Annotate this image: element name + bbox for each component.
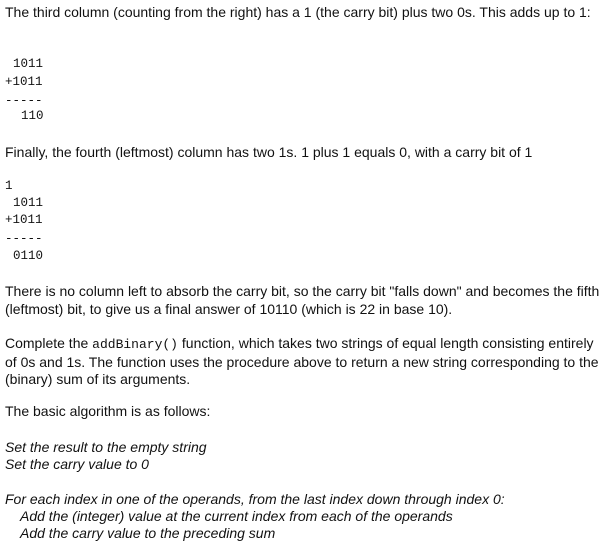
example1-divider: ----- [5, 94, 43, 108]
paragraph-algorithm-intro: The basic algorithm is as follows: [5, 403, 211, 419]
algorithm-step-2: Set the carry value to 0 [5, 456, 149, 472]
algorithm-step-1: Set the result to the empty string [5, 439, 207, 455]
example1-operand-2: +1011 [5, 75, 43, 89]
example2-operand-2: +1011 [5, 213, 43, 227]
example1-result: 110 [21, 109, 44, 123]
example2-result: 0110 [13, 249, 44, 263]
algorithm-step-4: Add the (integer) value at the current index from each of the operands [20, 508, 453, 524]
function-name-code: addBinary() [92, 337, 178, 352]
example1-operand-1: 1011 [13, 57, 44, 71]
example2-carry: 1 [5, 179, 13, 193]
algorithm-step-5: Add the carry value to the preceding sum [20, 525, 276, 541]
paragraph-third-column: The third column (counting from the right) has a 1 (the carry bit) plus two 0s. This adds up to 1: [5, 4, 591, 20]
paragraph-complete-function [5, 335, 603, 389]
example2-divider: ----- [5, 232, 43, 246]
paragraph-fourth-column: Finally, the fourth (leftmost) column has two 1s. 1 plus 1 equals 0, with a carry bit of 1 [5, 144, 533, 160]
example2-operand-1: 1011 [13, 196, 44, 210]
algorithm-step-3: For each index in one of the operands, from the last index down through index 0: [5, 491, 505, 507]
paragraph-carry-falls-down: There is no column left to absorb the carry bit, so the carry bit "falls down" and becomes the fifth (leftmost) bit, to give us a final answer of 10110 (which is 22 in base 10). [5, 283, 600, 317]
para4-after: function, which takes two strings of equal length consisting entirely of 0s and 1s. The function uses the procedure above to return a new string corresponding to the (binary) sum of its arguments. [5, 335, 599, 387]
para4-before: Complete the [5, 335, 93, 351]
